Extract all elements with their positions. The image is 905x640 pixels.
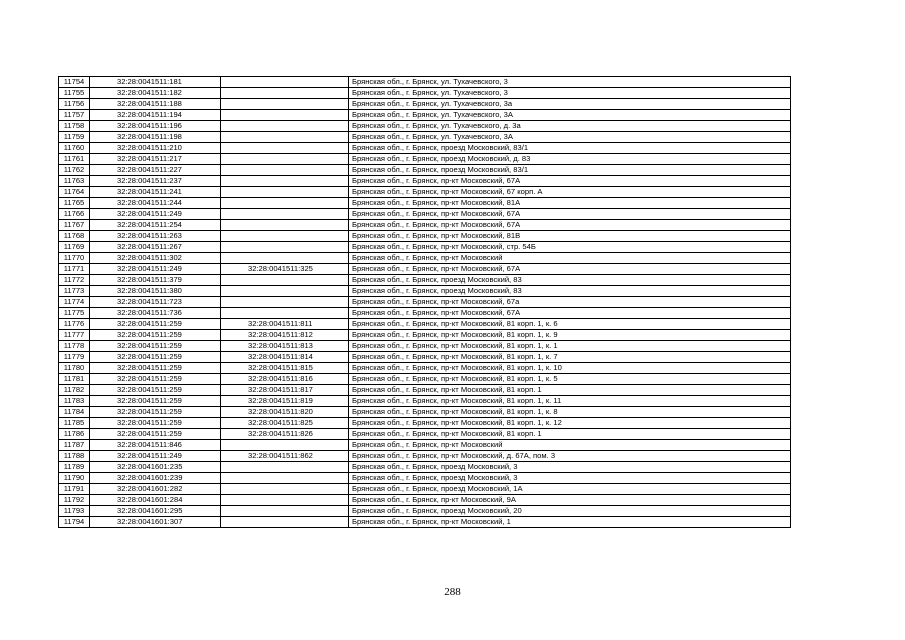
- related-number-cell: [221, 220, 349, 231]
- cadastral-number-cell: 32:28:0041511:254: [90, 220, 221, 231]
- cadastral-number-cell: 32:28:0041511:259: [90, 385, 221, 396]
- related-number-cell: [221, 176, 349, 187]
- row-number-cell: 11784: [59, 407, 90, 418]
- cadastral-number-cell: 32:28:0041511:194: [90, 110, 221, 121]
- related-number-cell: [221, 209, 349, 220]
- address-cell: Брянская обл., г. Брянск, ул. Тухачевского, 3А: [349, 110, 791, 121]
- row-number-cell: 11754: [59, 77, 90, 88]
- address-cell: Брянская обл., г. Брянск, проезд Московский, 83/1: [349, 165, 791, 176]
- address-cell: Брянская обл., г. Брянск, пр-кт Московский, 81 корп. 1, к. 1: [349, 341, 791, 352]
- related-number-cell: [221, 198, 349, 209]
- cadastral-number-cell: 32:28:0041511:259: [90, 418, 221, 429]
- table-row: [59, 154, 791, 165]
- cadastral-number-cell: 32:28:0041511:188: [90, 99, 221, 110]
- address-cell: Брянская обл., г. Брянск, пр-кт Московский, 67А: [349, 220, 791, 231]
- table-row: [59, 143, 791, 154]
- table-row: [59, 352, 791, 363]
- cadastral-number-cell: 32:28:0041511:259: [90, 374, 221, 385]
- row-number-cell: 11792: [59, 495, 90, 506]
- related-number-cell: 32:28:0041511:862: [221, 451, 349, 462]
- related-number-cell: [221, 143, 349, 154]
- related-number-cell: [221, 286, 349, 297]
- table-row: [59, 319, 791, 330]
- row-number-cell: 11768: [59, 231, 90, 242]
- related-number-cell: [221, 253, 349, 264]
- cadastral-number-cell: 32:28:0041511:380: [90, 286, 221, 297]
- row-number-cell: 11763: [59, 176, 90, 187]
- row-number-cell: 11759: [59, 132, 90, 143]
- address-cell: Брянская обл., г. Брянск, проезд Московский, д. 83: [349, 154, 791, 165]
- cadastral-number-cell: 32:28:0041511:302: [90, 253, 221, 264]
- table-row: [59, 440, 791, 451]
- row-number-cell: 11783: [59, 396, 90, 407]
- related-number-cell: 32:28:0041511:817: [221, 385, 349, 396]
- related-number-cell: 32:28:0041511:815: [221, 363, 349, 374]
- row-number-cell: 11771: [59, 264, 90, 275]
- address-cell: Брянская обл., г. Брянск, пр-кт Московский: [349, 253, 791, 264]
- cadastral-number-cell: 32:28:0041511:259: [90, 330, 221, 341]
- cadastral-number-cell: 32:28:0041511:736: [90, 308, 221, 319]
- address-cell: Брянская обл., г. Брянск, проезд Московский, 3: [349, 462, 791, 473]
- table-row: [59, 231, 791, 242]
- cadastral-number-cell: 32:28:0041511:379: [90, 275, 221, 286]
- row-number-cell: 11785: [59, 418, 90, 429]
- table-row: [59, 396, 791, 407]
- row-number-cell: 11787: [59, 440, 90, 451]
- address-cell: Брянская обл., г. Брянск, пр-кт Московский, 67 корп. А: [349, 187, 791, 198]
- related-number-cell: 32:28:0041511:812: [221, 330, 349, 341]
- address-cell: Брянская обл., г. Брянск, проезд Московский, 83: [349, 275, 791, 286]
- row-number-cell: 11782: [59, 385, 90, 396]
- address-cell: Брянская обл., г. Брянск, пр-кт Московский, 67А: [349, 308, 791, 319]
- row-number-cell: 11772: [59, 275, 90, 286]
- related-number-cell: 32:28:0041511:825: [221, 418, 349, 429]
- table-row: [59, 429, 791, 440]
- address-cell: Брянская обл., г. Брянск, пр-кт Московский, 81 корп. 1, к. 11: [349, 396, 791, 407]
- cadastral-number-cell: 32:28:0041511:259: [90, 407, 221, 418]
- address-cell: Брянская обл., г. Брянск, пр-кт Московский, 81 корп. 1, к. 5: [349, 374, 791, 385]
- table-row: [59, 451, 791, 462]
- related-number-cell: [221, 110, 349, 121]
- row-number-cell: 11757: [59, 110, 90, 121]
- related-number-cell: [221, 187, 349, 198]
- related-number-cell: [221, 275, 349, 286]
- cadastral-number-cell: 32:28:0041511:196: [90, 121, 221, 132]
- cadastral-number-cell: 32:28:0041511:723: [90, 297, 221, 308]
- related-number-cell: [221, 121, 349, 132]
- address-cell: Брянская обл., г. Брянск, пр-кт Московский, 81 корп. 1, к. 10: [349, 363, 791, 374]
- table-row: [59, 473, 791, 484]
- related-number-cell: [221, 473, 349, 484]
- table-row: [59, 198, 791, 209]
- table-row: [59, 264, 791, 275]
- row-number-cell: 11760: [59, 143, 90, 154]
- cadastral-number-cell: 32:28:0041601:307: [90, 517, 221, 528]
- address-cell: Брянская обл., г. Брянск, проезд Московский, 83: [349, 286, 791, 297]
- address-cell: Брянская обл., г. Брянск, пр-кт Московский, 81А: [349, 198, 791, 209]
- address-cell: Брянская обл., г. Брянск, проезд Московский, 1А: [349, 484, 791, 495]
- address-cell: Брянская обл., г. Брянск, пр-кт Московский, 81 корп. 1, к. 6: [349, 319, 791, 330]
- data-table: [58, 76, 791, 528]
- address-cell: Брянская обл., г. Брянск, пр-кт Московский, 81 корп. 1, к. 8: [349, 407, 791, 418]
- table-row: [59, 220, 791, 231]
- related-number-cell: 32:28:0041511:814: [221, 352, 349, 363]
- cadastral-number-cell: 32:28:0041511:259: [90, 396, 221, 407]
- cadastral-number-cell: 32:28:0041511:259: [90, 319, 221, 330]
- related-number-cell: 32:28:0041511:820: [221, 407, 349, 418]
- cadastral-number-cell: 32:28:0041511:227: [90, 165, 221, 176]
- row-number-cell: 11780: [59, 363, 90, 374]
- row-number-cell: 11791: [59, 484, 90, 495]
- address-cell: Брянская обл., г. Брянск, пр-кт Московский, 67А: [349, 209, 791, 220]
- cadastral-number-cell: 32:28:0041601:239: [90, 473, 221, 484]
- related-number-cell: [221, 297, 349, 308]
- row-number-cell: 11758: [59, 121, 90, 132]
- table-row: [59, 176, 791, 187]
- related-number-cell: [221, 242, 349, 253]
- table-row: [59, 99, 791, 110]
- row-number-cell: 11761: [59, 154, 90, 165]
- table-row: [59, 165, 791, 176]
- related-number-cell: [221, 88, 349, 99]
- row-number-cell: 11776: [59, 319, 90, 330]
- address-cell: Брянская обл., г. Брянск, ул. Тухачевского, 3: [349, 77, 791, 88]
- address-cell: Брянская обл., г. Брянск, пр-кт Московский, 67А: [349, 176, 791, 187]
- address-cell: Брянская обл., г. Брянск, ул. Тухачевского, д. 3а: [349, 121, 791, 132]
- address-cell: Брянская обл., г. Брянск, проезд Московский, 20: [349, 506, 791, 517]
- table-row: [59, 253, 791, 264]
- row-number-cell: 11779: [59, 352, 90, 363]
- related-number-cell: 32:28:0041511:811: [221, 319, 349, 330]
- cadastral-number-cell: 32:28:0041511:846: [90, 440, 221, 451]
- cadastral-number-cell: 32:28:0041601:282: [90, 484, 221, 495]
- table-row: [59, 77, 791, 88]
- cadastral-number-cell: 32:28:0041511:267: [90, 242, 221, 253]
- cadastral-number-cell: 32:28:0041511:263: [90, 231, 221, 242]
- row-number-cell: 11755: [59, 88, 90, 99]
- row-number-cell: 11767: [59, 220, 90, 231]
- address-cell: Брянская обл., г. Брянск, пр-кт Московский, 81 корп. 1, к. 12: [349, 418, 791, 429]
- row-number-cell: 11764: [59, 187, 90, 198]
- table-row: [59, 110, 791, 121]
- related-number-cell: [221, 99, 349, 110]
- cadastral-number-cell: 32:28:0041511:198: [90, 132, 221, 143]
- cadastral-number-cell: 32:28:0041601:284: [90, 495, 221, 506]
- table-row: [59, 275, 791, 286]
- cadastral-number-cell: 32:28:0041511:259: [90, 429, 221, 440]
- cadastral-number-cell: 32:28:0041511:259: [90, 341, 221, 352]
- row-number-cell: 11794: [59, 517, 90, 528]
- row-number-cell: 11773: [59, 286, 90, 297]
- row-number-cell: 11766: [59, 209, 90, 220]
- address-cell: Брянская обл., г. Брянск, проезд Московский, 3: [349, 473, 791, 484]
- table-row: [59, 187, 791, 198]
- row-number-cell: 11786: [59, 429, 90, 440]
- related-number-cell: [221, 165, 349, 176]
- row-number-cell: 11778: [59, 341, 90, 352]
- address-cell: Брянская обл., г. Брянск, пр-кт Московский, 67а: [349, 297, 791, 308]
- row-number-cell: 11789: [59, 462, 90, 473]
- address-cell: Брянская обл., г. Брянск, пр-кт Московский, 81 корп. 1, к. 7: [349, 352, 791, 363]
- address-cell: Брянская обл., г. Брянск, пр-кт Московский, 81В: [349, 231, 791, 242]
- related-number-cell: 32:28:0041511:325: [221, 264, 349, 275]
- table-row: [59, 88, 791, 99]
- table-row: [59, 308, 791, 319]
- table-row: [59, 374, 791, 385]
- related-number-cell: [221, 231, 349, 242]
- address-cell: Брянская обл., г. Брянск, пр-кт Московский, 9А: [349, 495, 791, 506]
- cadastral-number-cell: 32:28:0041511:181: [90, 77, 221, 88]
- table-row: [59, 132, 791, 143]
- cadastral-number-cell: 32:28:0041511:249: [90, 209, 221, 220]
- row-number-cell: 11781: [59, 374, 90, 385]
- address-cell: Брянская обл., г. Брянск, пр-кт Московский, 81 корп. 1: [349, 429, 791, 440]
- table-row: [59, 330, 791, 341]
- address-cell: Брянская обл., г. Брянск, пр-кт Московский, 81 корп. 1: [349, 385, 791, 396]
- row-number-cell: 11774: [59, 297, 90, 308]
- row-number-cell: 11788: [59, 451, 90, 462]
- cadastral-number-cell: 32:28:0041601:295: [90, 506, 221, 517]
- address-cell: Брянская обл., г. Брянск, проезд Московский, 83/1: [349, 143, 791, 154]
- related-number-cell: [221, 506, 349, 517]
- cadastral-number-cell: 32:28:0041511:237: [90, 176, 221, 187]
- related-number-cell: [221, 77, 349, 88]
- cadastral-number-cell: 32:28:0041511:210: [90, 143, 221, 154]
- row-number-cell: 11793: [59, 506, 90, 517]
- row-number-cell: 11762: [59, 165, 90, 176]
- table-row: [59, 418, 791, 429]
- address-cell: Брянская обл., г. Брянск, пр-кт Московский, 1: [349, 517, 791, 528]
- table-row: [59, 506, 791, 517]
- address-cell: Брянская обл., г. Брянск, ул. Тухачевского, 3: [349, 88, 791, 99]
- address-cell: Брянская обл., г. Брянск, ул. Тухачевского, 3а: [349, 99, 791, 110]
- related-number-cell: [221, 440, 349, 451]
- related-number-cell: [221, 308, 349, 319]
- cadastral-number-cell: 32:28:0041511:217: [90, 154, 221, 165]
- address-cell: Брянская обл., г. Брянск, пр-кт Московский: [349, 440, 791, 451]
- address-cell: Брянская обл., г. Брянск, пр-кт Московский, стр. 54Б: [349, 242, 791, 253]
- related-number-cell: 32:28:0041511:813: [221, 341, 349, 352]
- table-row: [59, 495, 791, 506]
- table-row: [59, 363, 791, 374]
- related-number-cell: 32:28:0041511:819: [221, 396, 349, 407]
- table-row: [59, 121, 791, 132]
- table-row: [59, 341, 791, 352]
- table-row: [59, 385, 791, 396]
- address-cell: Брянская обл., г. Брянск, пр-кт Московский, 81 корп. 1, к. 9: [349, 330, 791, 341]
- related-number-cell: [221, 154, 349, 165]
- row-number-cell: 11775: [59, 308, 90, 319]
- address-cell: Брянская обл., г. Брянск, ул. Тухачевского, 3А: [349, 132, 791, 143]
- related-number-cell: [221, 462, 349, 473]
- related-number-cell: 32:28:0041511:826: [221, 429, 349, 440]
- cadastral-number-cell: 32:28:0041511:259: [90, 352, 221, 363]
- table-row: [59, 407, 791, 418]
- table-body: [59, 77, 791, 528]
- page-number: 288: [444, 586, 461, 598]
- related-number-cell: 32:28:0041511:816: [221, 374, 349, 385]
- cadastral-number-cell: 32:28:0041601:235: [90, 462, 221, 473]
- row-number-cell: 11765: [59, 198, 90, 209]
- table-row: [59, 517, 791, 528]
- address-cell: Брянская обл., г. Брянск, пр-кт Московский, 67А: [349, 264, 791, 275]
- row-number-cell: 11790: [59, 473, 90, 484]
- cadastral-number-cell: 32:28:0041511:249: [90, 264, 221, 275]
- related-number-cell: [221, 495, 349, 506]
- table-row: [59, 209, 791, 220]
- row-number-cell: 11777: [59, 330, 90, 341]
- cadastral-number-cell: 32:28:0041511:259: [90, 363, 221, 374]
- table-row: [59, 297, 791, 308]
- related-number-cell: [221, 484, 349, 495]
- cadastral-number-cell: 32:28:0041511:241: [90, 187, 221, 198]
- row-number-cell: 11770: [59, 253, 90, 264]
- table-row: [59, 286, 791, 297]
- table-row: [59, 242, 791, 253]
- cadastral-number-cell: 32:28:0041511:249: [90, 451, 221, 462]
- row-number-cell: 11756: [59, 99, 90, 110]
- cadastral-number-cell: 32:28:0041511:244: [90, 198, 221, 209]
- cadastral-number-cell: 32:28:0041511:182: [90, 88, 221, 99]
- table-row: [59, 484, 791, 495]
- table-row: [59, 462, 791, 473]
- row-number-cell: 11769: [59, 242, 90, 253]
- address-cell: Брянская обл., г. Брянск, пр-кт Московский, д. 67А, пом. 3: [349, 451, 791, 462]
- related-number-cell: [221, 517, 349, 528]
- related-number-cell: [221, 132, 349, 143]
